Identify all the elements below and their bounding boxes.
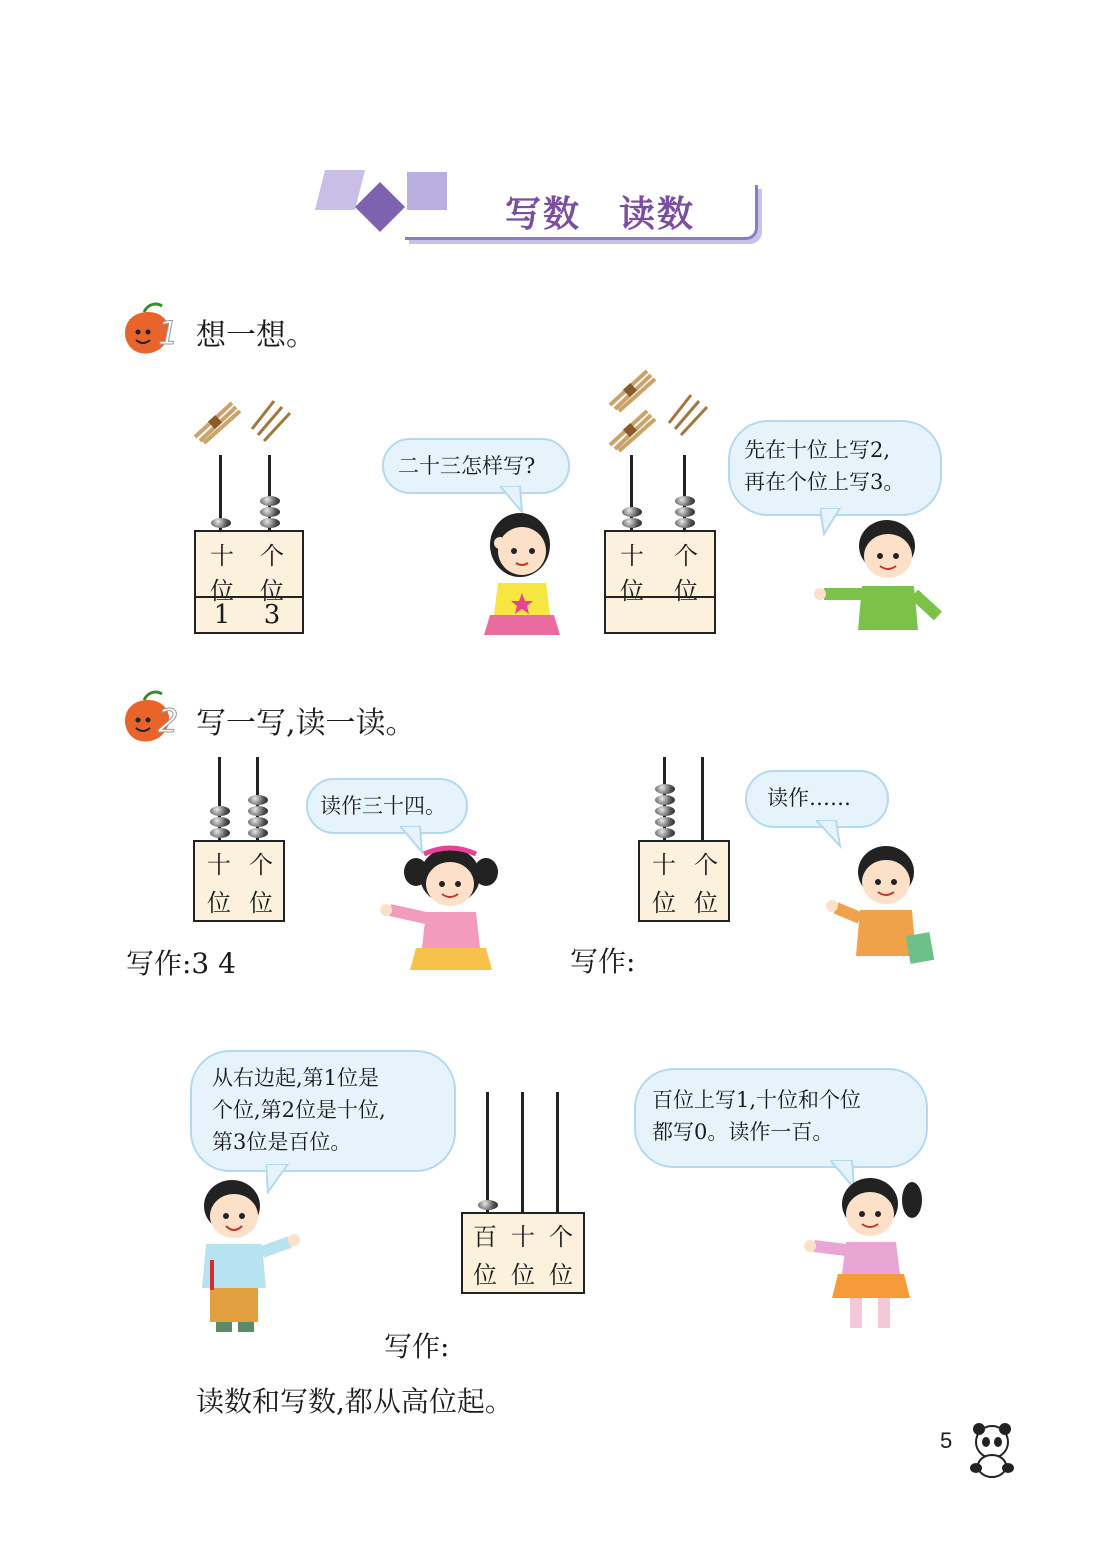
ones-label: 个 位 [549, 1223, 573, 1289]
write-as-answer-blank: 写作: [570, 945, 636, 978]
counting-sticks-icon [190, 395, 300, 450]
tens-label: 十 位 [207, 851, 231, 917]
divider [606, 596, 714, 598]
place-value-table [194, 530, 304, 634]
counting-sticks-icon [605, 365, 715, 455]
bead [210, 828, 230, 838]
speech-bubble-girl: 二十三怎样写? [382, 438, 570, 494]
hundreds-rod [486, 1092, 489, 1212]
tens-label: 十 位 [620, 542, 644, 605]
bead [210, 817, 230, 827]
rule-statement: 读数和写数,都从高位起。 [196, 1385, 513, 1418]
ones-label: 个 位 [694, 851, 718, 917]
tens-label: 十 位 [511, 1223, 535, 1289]
ones-digit: 3 [263, 600, 281, 630]
boy-pointing-illustration [812, 510, 947, 635]
place-value-table [193, 840, 285, 922]
bead [655, 795, 675, 805]
speech-bubble-girl-hundred: 百位上写1,十位和个位 都写0。读作一百。 [634, 1068, 928, 1168]
hundreds-label: 百 位 [473, 1223, 497, 1289]
bead [655, 828, 675, 838]
bead [260, 507, 280, 517]
bead [211, 518, 231, 528]
boy-with-pencil-illustration [190, 1172, 310, 1342]
svg-text:2: 2 [158, 702, 179, 740]
bead [260, 518, 280, 528]
bead [210, 806, 230, 816]
section-2-badge-icon [118, 688, 190, 748]
bead [478, 1200, 498, 1210]
section-2-heading: 写一写,读一读。 [196, 706, 416, 741]
tens-label: 十 位 [210, 542, 234, 605]
bead [260, 496, 280, 506]
bead [622, 507, 642, 517]
section-1-badge-icon [118, 300, 190, 360]
bead [675, 507, 695, 517]
tens-label: 十 位 [652, 851, 676, 917]
bead [248, 806, 268, 816]
section-1-heading: 想一想。 [196, 318, 316, 353]
girl-pointing-illustration [380, 838, 510, 973]
ones-label: 个 位 [249, 851, 273, 917]
speech-bubble-boy: 先在十位上写2, 再在个位上写3。 [728, 420, 942, 516]
write-as-answer-34: 写作:3 4 [126, 947, 236, 980]
svg-text:1: 1 [158, 314, 179, 352]
tens-digit: 1 [213, 600, 231, 630]
bead [655, 806, 675, 816]
bead [248, 795, 268, 805]
speech-bubble-girl: 读作三十四。 [306, 778, 468, 834]
page-title: 写数 读数 [505, 193, 696, 235]
bead [675, 496, 695, 506]
ones-rod [701, 757, 704, 840]
girl-thinking-illustration [470, 505, 580, 645]
divider [196, 596, 302, 598]
ones-label: 个 位 [260, 542, 284, 605]
speech-bubble-boy: 读作…… [745, 770, 889, 828]
place-value-table [461, 1212, 585, 1294]
bead [655, 817, 675, 827]
write-as-answer-hundred: 写作: [384, 1330, 450, 1363]
bead [622, 518, 642, 528]
panda-icon [962, 1420, 1020, 1480]
ones-label: 个 位 [674, 542, 698, 605]
girl-gesturing-illustration [800, 1170, 935, 1340]
tens-rod [521, 1092, 524, 1212]
page-number: 5 [940, 1428, 953, 1453]
place-value-table [638, 840, 730, 922]
speech-bubble-boy-places: 从右边起,第1位是 个位,第2位是十位, 第3位是百位。 [190, 1050, 456, 1172]
ones-rod [556, 1092, 559, 1212]
bead [248, 817, 268, 827]
bead [675, 518, 695, 528]
boy-gesturing-illustration [826, 838, 941, 968]
bead [248, 828, 268, 838]
bead [655, 784, 675, 794]
place-value-table [604, 530, 716, 634]
